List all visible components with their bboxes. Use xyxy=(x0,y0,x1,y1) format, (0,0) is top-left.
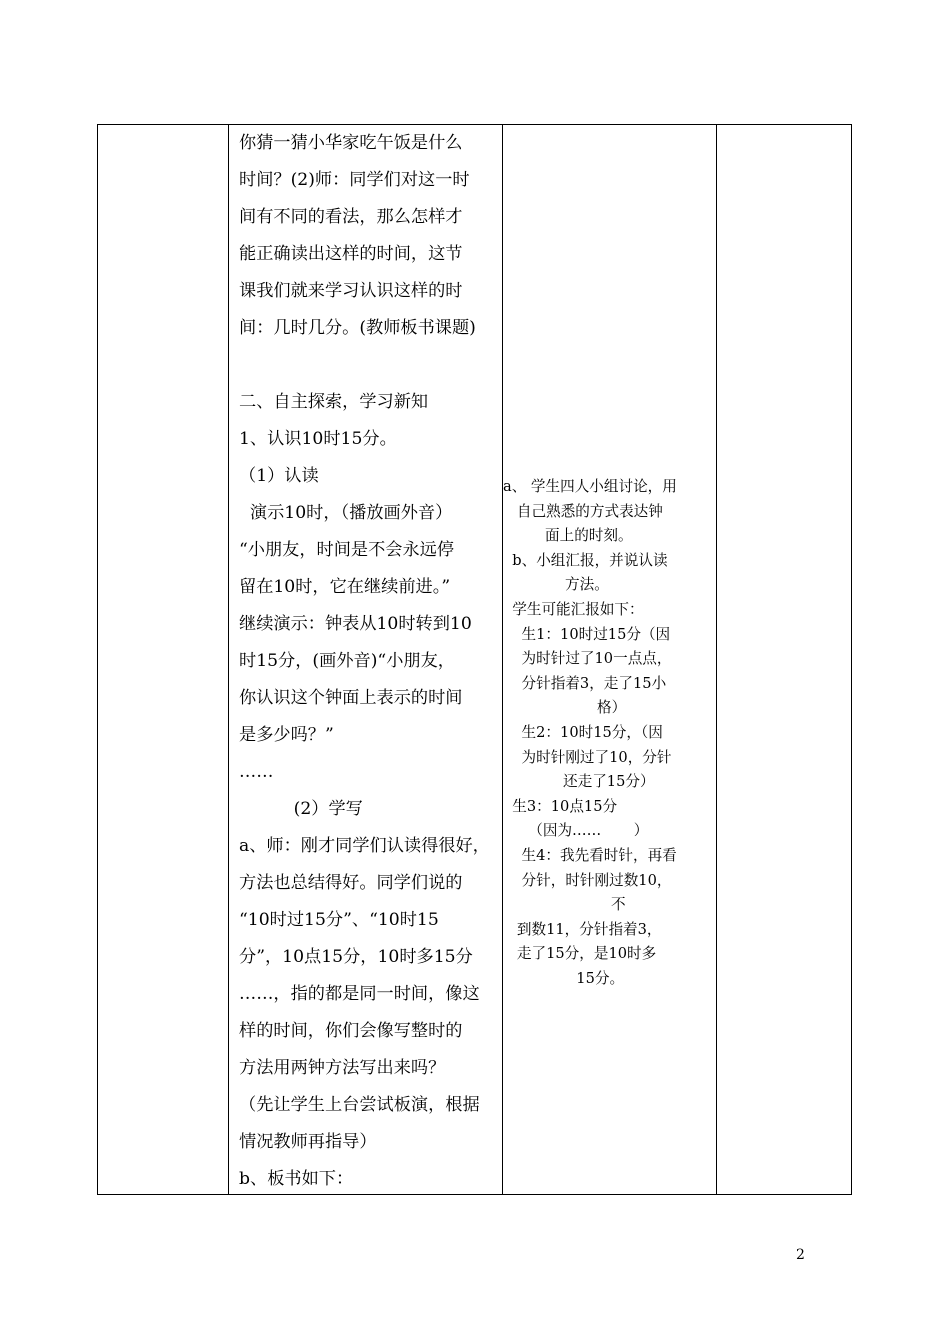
text-line: 走了15分，是10时多 xyxy=(503,945,657,963)
text-line: 你猜一猜小华家吃午饭是什么 xyxy=(239,133,463,153)
text-line: 你认识这个钟面上表示的时间 xyxy=(239,688,463,708)
text-line: 留在10时，它在继续前进。” xyxy=(239,577,451,597)
text-line: 演示10时，（播放画外音） xyxy=(239,503,453,523)
text-line: 课我们就来学习认识这样的时 xyxy=(239,281,463,301)
text-line: b、板书如下： xyxy=(239,1169,354,1189)
text-line: a、 学生四人小组讨论，用 xyxy=(503,478,677,495)
page-number: 2 xyxy=(796,1247,805,1263)
text-line: 自己熟悉的方式表达钟 xyxy=(503,502,663,520)
text-line: 生4：我先看时针，再看 xyxy=(503,846,677,864)
student-activity-column xyxy=(503,475,715,991)
text-line: a、师：刚才同学们认读得很好， xyxy=(239,836,490,856)
text-line: （因为…… ） xyxy=(519,822,649,840)
text-line: 面上的时刻。 xyxy=(545,527,633,545)
text-line: 继续演示：钟表从10时转到10 xyxy=(239,614,472,634)
text-line: 样的时间，你们会像写整时的 xyxy=(239,1021,463,1041)
text-line: 分针，时针刚过数10， xyxy=(503,871,672,889)
text-line: 到数11，分针指着3， xyxy=(503,920,662,938)
text-line: 情况教师再指导） xyxy=(239,1132,377,1152)
text-line: 还走了15分） xyxy=(563,773,655,791)
text-line: 间有不同的看法，那么怎样才 xyxy=(239,207,463,227)
text-line: 是多少吗？” xyxy=(239,725,334,745)
text-line: 1、认识10时15分。 xyxy=(239,429,397,449)
text-line: 15分。 xyxy=(567,969,625,987)
text-line: 格） xyxy=(597,699,627,717)
text-line: 生3：10点15分 xyxy=(503,797,618,815)
lesson-plan-table xyxy=(97,124,852,1195)
blank-line xyxy=(239,347,499,384)
text-line: ……，指的都是同一时间，像这 xyxy=(239,984,480,1004)
text-line: （1）认读 xyxy=(239,466,319,486)
section-heading: 二、自主探索，学习新知 xyxy=(239,392,429,412)
text-line: 间：几时几分。(教师板书课题) xyxy=(239,318,476,338)
text-line: 能正确读出这样的时间，这节 xyxy=(239,244,463,264)
text-line: 生2：10时15分，（因 xyxy=(503,723,663,741)
text-line: b、小组汇报，并说认读 xyxy=(503,551,668,569)
text-line: 为时针刚过了10，分针 xyxy=(503,748,672,766)
teacher-activity-column xyxy=(239,125,499,1198)
text-line: “小朋友，时间是不会永远停 xyxy=(239,540,455,560)
text-line: …… xyxy=(239,762,274,782)
text-line: “10时过15分”、“10时15 xyxy=(239,910,439,930)
text-line: (2）学写 xyxy=(239,799,363,819)
text-line: 分”，10点15分，10时多15分 xyxy=(239,947,473,967)
text-line: 为时针过了10一点点， xyxy=(503,650,672,668)
column-divider xyxy=(228,125,229,1194)
text-line: （先让学生上台尝试板演，根据 xyxy=(239,1095,480,1115)
text-line: 方法。 xyxy=(565,576,609,594)
text-line: 生1：10时过15分（因 xyxy=(503,625,671,643)
text-line: 不 xyxy=(611,896,626,914)
column-divider xyxy=(716,125,717,1194)
text-line: 时15分，(画外音)“小朋友， xyxy=(239,651,455,671)
text-line: 方法也总结得好。同学们说的 xyxy=(239,873,463,893)
text-line: 方法用两钟方法写出来吗？ xyxy=(239,1058,446,1078)
text-line: 分针指着3，走了15小 xyxy=(503,674,667,692)
text-line: 学生可能汇报如下： xyxy=(503,600,644,618)
text-line: 时间？(2)师：同学们对这一时 xyxy=(239,170,470,190)
